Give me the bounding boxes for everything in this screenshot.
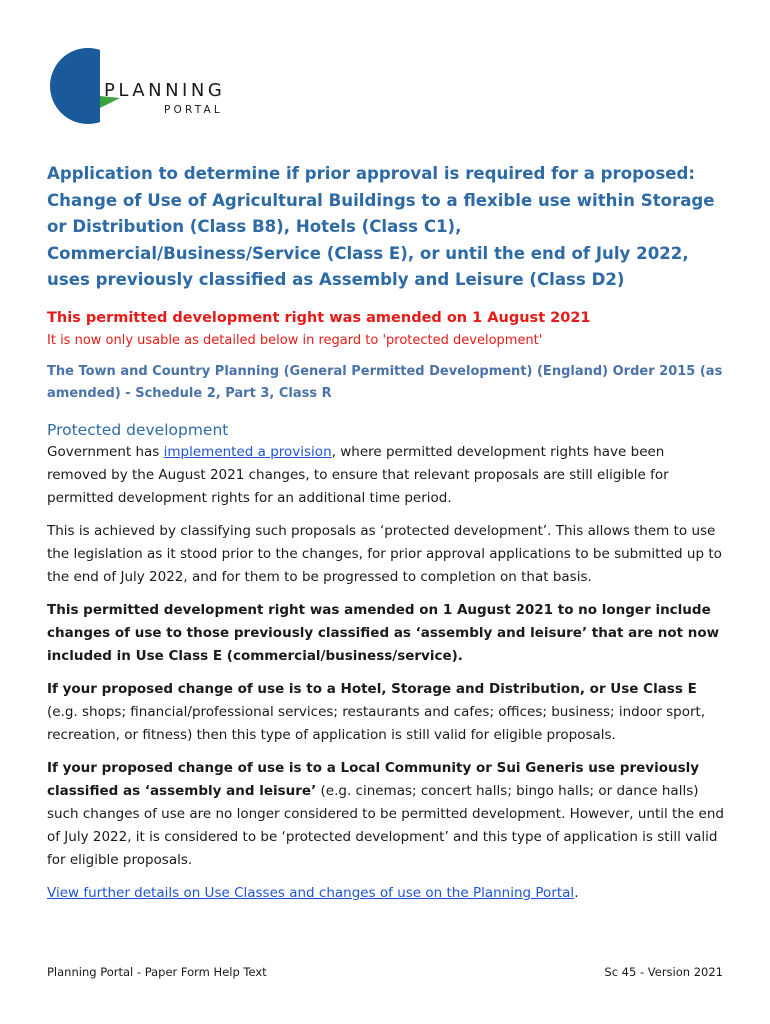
document-body [47,161,727,905]
logo-wordmark-portal: PORTAL [164,104,223,116]
paragraph-hotel-storage-classE: If your proposed change of use is to a Hotel, Storage and Distribution, or Use Class E (e.g. shops; financial/professional services; restaurants and cafes; offices; business; indoor sport, recreation, or fitness) then this type of application is still valid for eligible proposals. [47,680,706,743]
footer-form-name: Planning Portal - Paper Form Help Text [47,965,267,979]
legislation-reference: The Town and Country Planning (General Permitted Development) (England) Order 2015 (as amended) - Schedule 2, Part 3, Class R [47,363,723,401]
paragraph-provision: Government has implemented a provision, where permitted development rights have been removed by the August 2021 changes, to ensure that relevant proposals are still eligible for permitted development rights for an additional time period. [47,443,669,506]
paragraph-local-community: If your proposed change of use is to a Local Community or Sui Generis use previously classified as ‘assembly and leisure’ (e.g. cinemas; concert halls; bingo halls; or dance halls) such changes of use are no longer considered to be permitted development. However, until the end of July 2022, it is considered to be ‘protected development’ and this type of application is still valid for eligible proposals. [47,759,724,868]
page-title: Application to determine if prior approval is required for a proposed: Change of Use of Agricultural Buildings to a flexible use within Storage or Distribution (Class B8), Hotels (Class C1), Commercial/Business/Service (Class E), or until the end of July 2022, uses previously classified as Assembly and Leisure (Class D2) [47,164,715,289]
paragraph-amendment: This permitted development right was amended on 1 August 2021 to no longer include changes of use to those previously classified as ‘assembly and leisure’ that are not now included in Use Class E (commercial/business/service). [47,601,720,664]
paragraph-classification: This is achieved by classifying such proposals as ‘protected development’. This allows them to use the legislation as it stood prior to the changes, for prior approval applications to be submitted up to the end of July 2022, and for them to be progressed to completion on that basis. [47,522,722,585]
amendment-notice-text: It is now only usable as detailed below in regard to 'protected development' [47,332,543,348]
use-classes-link[interactable]: View further details on Use Classes and changes of use on the Planning Portal [47,884,575,901]
footer-version: Sc 45 - Version 2021 [604,965,723,979]
amendment-notice-heading: This permitted development right was amended on 1 August 2021 [47,309,591,326]
protected-development-heading: Protected development [47,420,229,439]
implemented-provision-link[interactable]: implemented a provision [163,443,332,460]
paragraph-further-details: View further details on Use Classes and changes of use on the Planning Portal. [47,884,579,901]
logo-wordmark-planning: PLANNING [104,80,226,101]
